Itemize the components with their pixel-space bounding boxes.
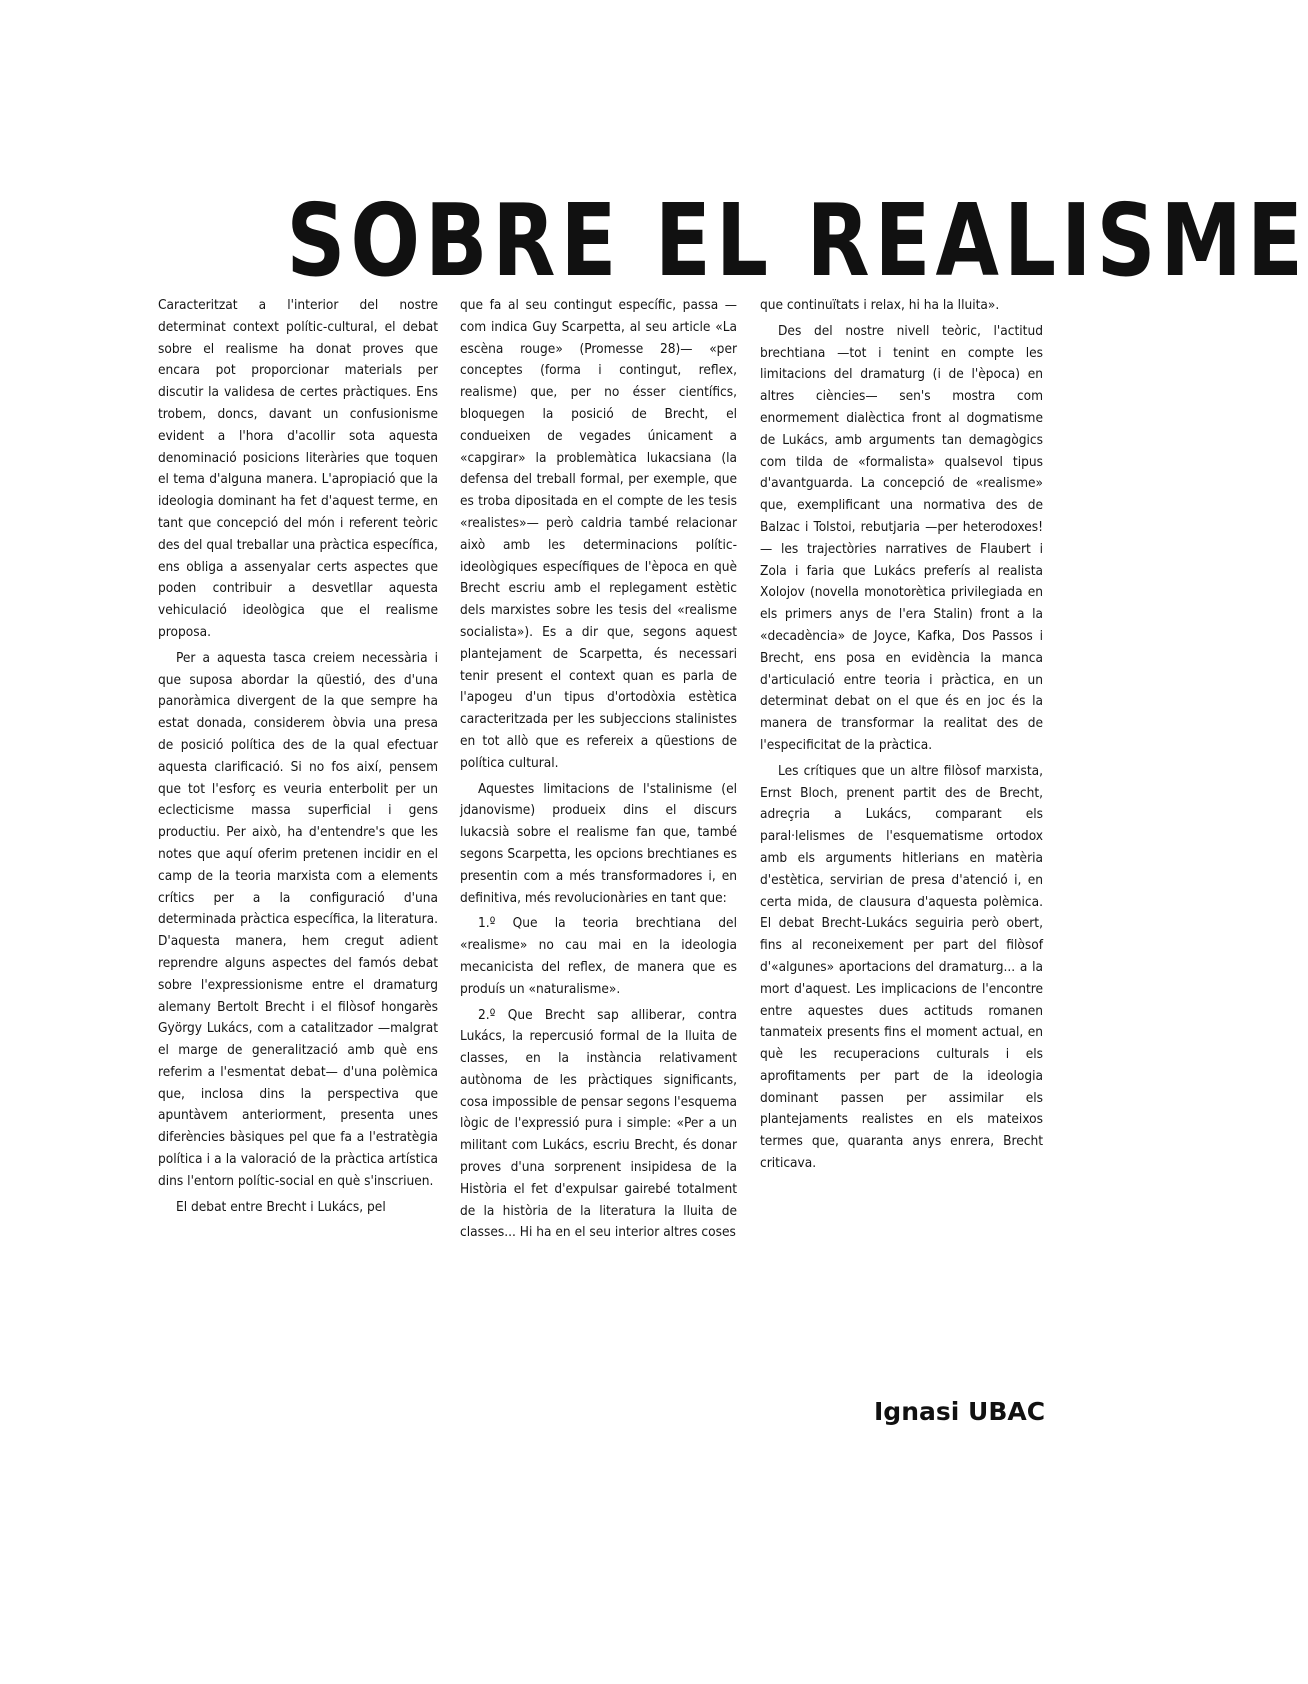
text-column-1 (158, 295, 438, 1222)
text-column-3 (760, 295, 1043, 1179)
paragraph: 2.º Que Brecht sap alliberar, contra Lukács, la repercusió formal de la lluita de classes, en la instància relativament autònoma de les pràctiques significants, cosa impossible de pensar segons l'esquema lògic de l'expressió pura i simple: «Per a un militant com Lukács, escriu Brecht, és donar proves d'una sorprenent insipidesa de la Història el fet d'expulsar gairebé totalment de la història de la literatura la lluita de classes... Hi ha en el seu interior altres coses (460, 1006, 737, 1241)
paragraph: Les crítiques que un altre filòsof marxista, Ernst Bloch, prenent partit des de Brecht, adreçria a Lukács, comparant els paral·lelismes de l'esquematisme ortodox amb els arguments hitlerians en matèria d'estètica, servirian de presa d'atenció i, en certa mida, de clausura d'aquesta polèmica. El debat Brecht-Lukács seguiria però obert, fins al reconeixement per part del filòsof d'«algunes» aportacions del dramaturg... a la mort d'aquest. Les implicacions de l'encontre entre aquestes dues actituds romanen tanmateix presents fins el moment actual, en què les recuperacions culturals i els aprofitaments per part de la ideologia dominant passen per assimilar els plantejaments realistes en els mateixos termes que, quaranta anys enrera, Brecht criticava. (760, 762, 1043, 1172)
paragraph: que continuïtats i relax, hi ha la lluita». (760, 297, 1000, 313)
paragraph: Per a aquesta tasca creiem necessària i que suposa abordar la qüestió, des d'una panoràmica divergent de la que sempre ha estat donada, considerem òbvia una presa de posició política des de la qual efectuar aquesta clarificació. Si no fos així, pensem que tot l'esforç es veuria enterbolit per un eclecticisme massa superficial i gens productiu. Per això, ha d'entendre's que les notes que aquí oferim pretenen incidir en el camp de la teoria marxista com a elements crítics per a la configuració d'una determinada pràctica específica, la literatura. D'aquesta manera, hem cregut adient reprendre alguns aspectes del famós debat sobre l'expressionisme entre el dramaturg alemany Bertolt Brecht i el filòsof hongarès György Lukács, com a catalitzador —malgrat el marge de generalització amb què ens referim a l'esmentat debat— d'una polèmica que, inclosa dins la perspectiva que apuntàvem anteriorment, presenta unes diferències bàsiques pel que fa a l'estratègia política i a la valoració de la pràctica artística dins l'entorn polític-social en què s'inscriuen. (158, 649, 438, 1189)
paragraph: Aquestes limitacions de l'stalinisme (el jdanovisme) produeix dins el discurs lukacsià sobre el realisme fan que, també segons Scarpetta, les opcions brechtianes es presentin com a més transformadores i, en definitiva, més revolucionàries en tant que: (460, 780, 737, 906)
author-signature: Ignasi UBAC (874, 1397, 1046, 1426)
paragraph: Des del nostre nivell teòric, l'actitud brechtiana —tot i tenint en compte les limitacions del dramaturg (i de l'època) en altres ciències— sen's mostra com enormement dialèctica front al dogmatisme de Lukács, amb arguments tan demagògics com tilda de «formalista» qualsevol tipus d'avantguarda. La concepció de «realisme» que, exemplificant una normativa des de Balzac i Tolstoi, rebutjaria —per heterodoxes!— les trajectòries narratives de Flaubert i Zola i faria que Lukács preferís al realista Xolojov (novella monotorètica privilegiada en els primers anys de l'era Stalin) front a la «decadència» de Joyce, Kafka, Dos Passos i Brecht, ens posa en evidència la manca d'articulació entre teoria i pràctica, en un determinat debat on el que és en joc és la manera de transformar la realitat des de l'especificitat de la pràctica. (760, 322, 1043, 753)
article-title: SOBRE EL REALISME (286, 182, 1308, 299)
paragraph: Caracteritzat a l'interior del nostre determinat context polític-cultural, el debat sobre el realisme ha donat proves que encara pot proporcionar materials per discutir la validesa de certes pràctiques. Ens trobem, doncs, davant un confusionisme evident a l'hora d'acollir sota aquesta denominació posicions literàries que toquen el tema d'alguna manera. L'apropiació que la ideologia dominant ha fet d'aquest terme, en tant que concepció del món i referent teòric des del qual treballar una pràctica específica, ens obliga a assenyalar certs aspectes que poden contribuir a desvetllar aquesta vehiculació ideològica que el realisme proposa. (158, 297, 438, 640)
paragraph: El debat entre Brecht i Lukács, pel (176, 1198, 386, 1215)
paragraph: que fa al seu contingut específic, passa —com indica Guy Scarpetta, al seu article «La escèna rouge» (Promesse 28)— «per conceptes (forma i contingut, reflex, realisme) que, per no ésser científics, bloquegen la posició de Brecht, el condueixen de vegades únicament a «capgirar» la problemàtica lukacsiana (la defensa del treball formal, per exemple, que es troba dipositada en el compte de les tesis «realistes»— però caldria també relacionar això amb les determinacions polític-ideològiques específiques de l'època en què Brecht escriu amb el replegament estètic dels marxistes sobre les tesis del «realisme socialista»). Es a dir que, segons aquest plantejament de Scarpetta, és necessari tenir present el context quan es parla de l'apogeu d'un tipus d'ortodòxia estètica caracteritzada per les subjeccions stalinistes en tot allò que es refereix a qüestions de política cultural. (460, 297, 737, 771)
text-column-2 (460, 295, 737, 1248)
paragraph: 1.º Que la teoria brechtiana del «realisme» no cau mai en la ideologia mecanicista del reflex, de manera que es produís un «naturalisme». (460, 915, 737, 997)
